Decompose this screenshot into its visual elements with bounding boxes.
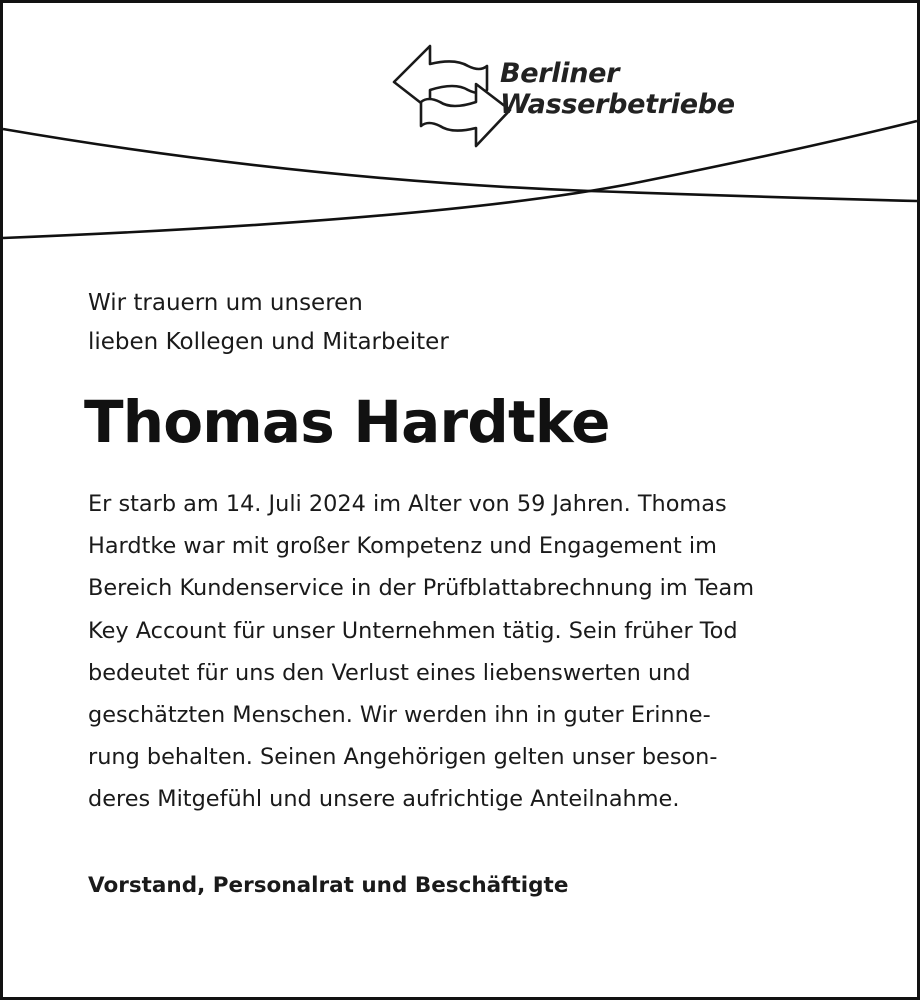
body-line: bedeutet für uns den Verlust eines liebenswerten und	[88, 659, 691, 686]
body-line: Hardtke war mit großer Kompetenz und Engagement im	[88, 533, 717, 560]
intro-line-1: Wir trauern um unseren	[88, 290, 363, 316]
brand-logo-text	[500, 58, 735, 120]
body-line: deres Mitgefühl und unsere aufrichtige Anteilnahme.	[88, 786, 680, 813]
intro-text	[88, 284, 449, 362]
intro-line-2: lieben Kollegen und Mitarbeiter	[88, 329, 449, 355]
obituary-body	[88, 483, 754, 821]
body-line: Key Account für unser Unternehmen tätig. Sein früher Tod	[88, 617, 738, 644]
body-line: rung behalten. Seinen Angehörigen gelten unser beson-	[88, 744, 718, 771]
arrows-exchange-icon	[394, 46, 510, 146]
wave-line-lower	[3, 121, 917, 238]
body-line: geschätzten Menschen. Wir werden ihn in guter Erinne-	[88, 702, 711, 729]
wave-line-upper	[3, 129, 917, 201]
signature: Vorstand, Personalrat und Beschäftigte	[88, 873, 569, 898]
deceased-name: Thomas Hardtke	[84, 388, 610, 456]
logo-line-1: Berliner	[500, 58, 620, 89]
logo-line-2: Wasserbetriebe	[500, 89, 735, 120]
body-line: Bereich Kundenservice in der Prüfblattabrechnung im Team	[88, 575, 755, 602]
header-decoration	[0, 0, 920, 250]
body-line: Er starb am 14. Juli 2024 im Alter von 59 Jahren. Thomas	[88, 491, 727, 517]
